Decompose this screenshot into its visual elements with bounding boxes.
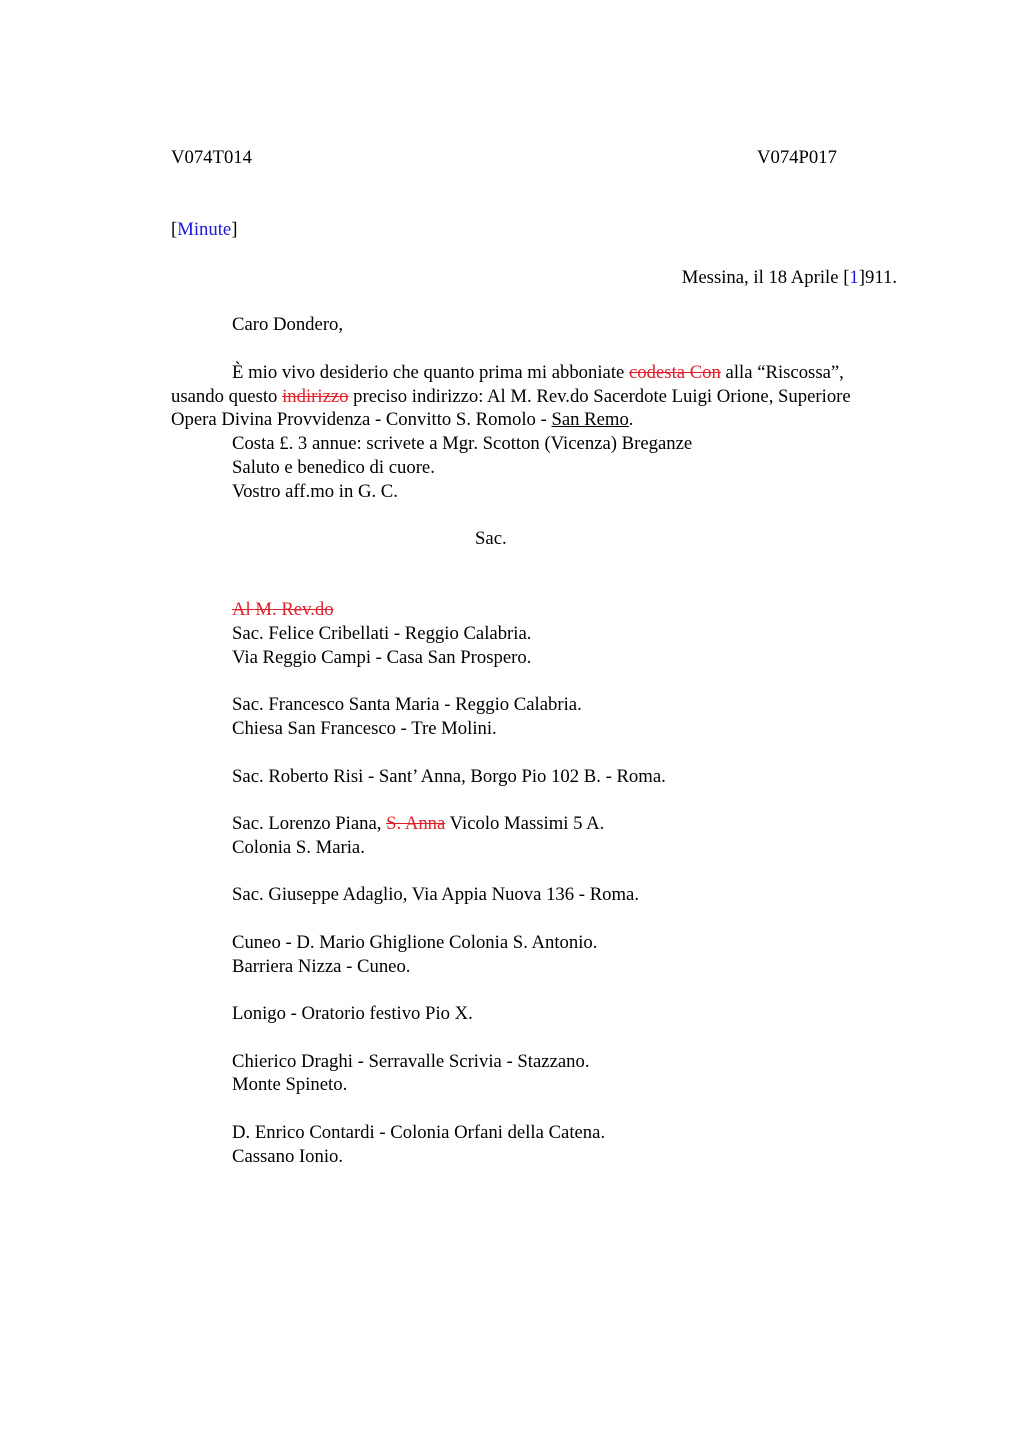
address-1-line-2: Via Reggio Campi - Casa San Prospero. xyxy=(232,647,532,668)
address-deleted-heading: Al M. Rev.do xyxy=(232,599,334,620)
body-line-2-start: usando questo xyxy=(171,386,283,407)
address-4-line-2: Colonia S. Maria. xyxy=(232,837,365,858)
address-8-line-2: Monte Spineto. xyxy=(232,1074,348,1095)
address-2-line-2: Chiesa San Francesco - Tre Molini. xyxy=(232,718,497,739)
body-line-1-end: alla “Riscossa”, xyxy=(720,362,844,383)
body-line-6: Vostro aff.mo in G. C. xyxy=(232,481,398,502)
date-line xyxy=(682,266,897,290)
body-line-3-end: . xyxy=(628,409,634,430)
address-4-line-1-deletion: S. Anna xyxy=(386,813,446,834)
body-line-2-deletion: indirizzo xyxy=(282,386,349,407)
body-line-2-end: preciso indirizzo: Al M. Rev.do Sacerdote Luigi Orione, Superiore xyxy=(348,386,851,407)
body-line-5: Saluto e benedico di cuore. xyxy=(232,457,435,478)
address-4-line-1-end: Vicolo Massimi 5 A. xyxy=(445,813,605,834)
body-line-3 xyxy=(171,408,633,432)
minute-tag xyxy=(171,218,237,242)
document-code-left: V074T014 xyxy=(171,147,252,168)
address-1-line-1: Sac. Felice Cribellati - Reggio Calabria. xyxy=(232,623,532,644)
body-line-4: Costa £. 3 annue: scrivete a Mgr. Scotton (Vicenza) Breganze xyxy=(232,433,693,454)
minute-label: Minute xyxy=(177,219,232,240)
address-2-line-1: Sac. Francesco Santa Maria - Reggio Calabria. xyxy=(232,694,582,715)
body-line-2 xyxy=(171,385,851,409)
date-editor-digit: 1 xyxy=(849,267,859,288)
address-9-line-2: Cassano Ionio. xyxy=(232,1146,344,1167)
address-6-line-2: Barriera Nizza - Cuneo. xyxy=(232,956,411,977)
body-line-1-start: È mio vivo desiderio che quanto prima mi abboniate xyxy=(232,362,630,383)
minute-close-bracket: ] xyxy=(231,219,238,240)
body-line-1-deletion: codesta Con xyxy=(629,362,721,383)
address-5-line-1: Sac. Giuseppe Adaglio, Via Appia Nuova 136 - Roma. xyxy=(232,884,639,905)
signature: Sac. xyxy=(475,528,507,549)
address-7-line-1: Lonigo - Oratorio festivo Pio X. xyxy=(232,1003,473,1024)
salutation: Caro Dondero, xyxy=(232,314,344,335)
address-9-line-1: D. Enrico Contardi - Colonia Orfani della Catena. xyxy=(232,1122,606,1143)
address-6-line-1: Cuneo - D. Mario Ghiglione Colonia S. Antonio. xyxy=(232,932,598,953)
address-8-line-1: Chierico Draghi - Serravalle Scrivia - Stazzano. xyxy=(232,1051,590,1072)
date-suffix: ]911. xyxy=(858,267,897,288)
date-prefix: Messina, il 18 Aprile [ xyxy=(681,267,850,288)
minute-open-bracket: [ xyxy=(171,219,178,240)
body-line-3-start: Opera Divina Provvidenza - Convitto S. Romolo - xyxy=(171,409,552,430)
body-line-1 xyxy=(232,361,844,385)
address-4-line-1 xyxy=(232,812,604,836)
body-line-3-underlined: San Remo xyxy=(551,409,629,430)
address-4-line-1-start: Sac. Lorenzo Piana, xyxy=(232,813,387,834)
address-3-line-1: Sac. Roberto Risi - Sant’ Anna, Borgo Pio 102 B. - Roma. xyxy=(232,766,666,787)
document-code-right: V074P017 xyxy=(757,147,837,168)
